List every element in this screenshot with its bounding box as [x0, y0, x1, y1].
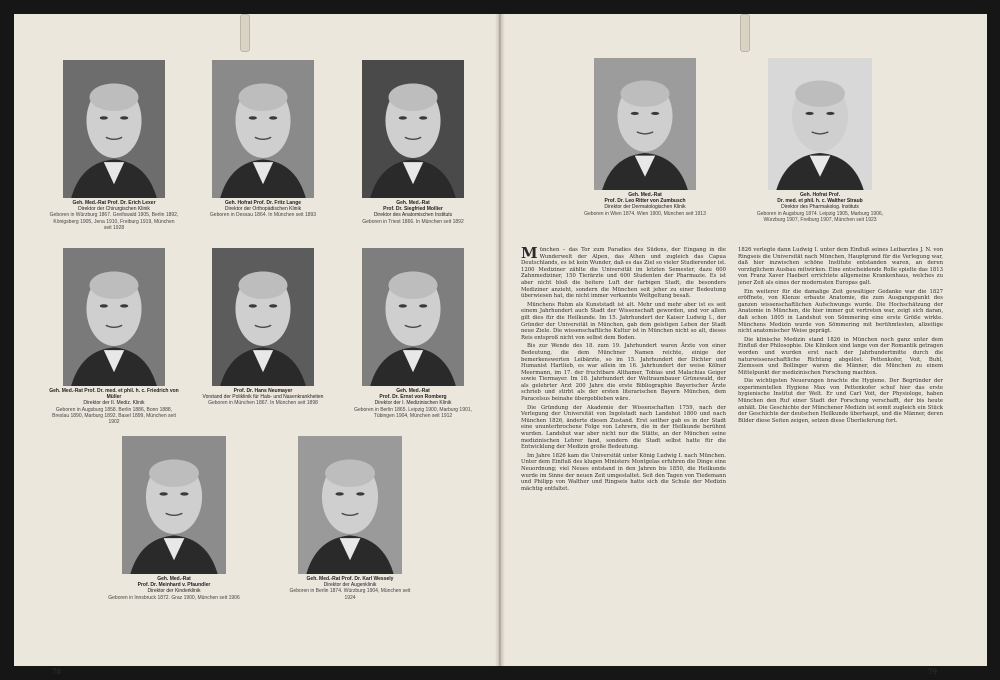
portrait-bio: Geboren in Wien 1874. Wien 1900, München seit 1913	[584, 210, 706, 217]
portrait-bio: Geboren in Innsbruck 1872. Graz 1900, München seit 1906	[108, 594, 240, 601]
portrait-bio: Geboren in Berlin 1865. Leipzig 1900, Marburg 1901, Tübingen 1904, München seit 1912	[354, 406, 472, 419]
portrait-neumayer	[202, 248, 324, 407]
portrait-role: Direktor der II. Mediz. Klinik	[83, 400, 145, 407]
portrait-photo	[212, 60, 314, 198]
portrait-role: Direktor der Orthopädischen Klinik	[224, 206, 302, 213]
portrait-role: Direktor des Anatomischen Instituts	[373, 212, 453, 219]
article-paragraph: Die wichtigsten Neuerungen brachte die Hygiene. Der Begründer der experimentellen Hygiene Max von Pettenkofer schuf hier das erste hygienische Institut der Welt. Er und Carl Voit, der Physiologe, haben München den Ruf einer Stadt der Forschung verschafft, der bis heute anhält. Die Geschichte der Münchener Medizin ist somit zugleich ein Stück der Geschichte der deutschen Heilkunde überhaupt, und die Männer, deren Bilder diese Seiten zeigen, setzen diese Überlieferung fort.	[738, 378, 943, 424]
portrait-title: Geh. Med.-Rat	[628, 192, 662, 198]
page-number-left: 78	[52, 668, 61, 676]
portrait-photo	[63, 248, 165, 386]
article-paragraph: Münchens Ruhm als Kunststadt ist alt. Mehr und mehr aber ist es seit einem Jahrhundert auch Stadt der Wissenschaft geworden, und vor allem gilt dies für die Heilkunde. Im 15. Jahrhundert der Kaiser Ludwig I., der Gründer der Universität in München, gab dem geistigen Leben der Stadt neue Ziele. Die wissenschaftliche Kultur ist in München nicht so alt, dieses Reis entsproß nicht von selbst dem Boden.	[521, 301, 726, 341]
article-paragraph: 1826 verlegte dann Ludwig I. unter dem Einfluß seines Leibarztes J. N. von Ringseis die Universität nach München, Hauptgrund für die Verlegung war, daß hier inzwischen schöne Institute entstanden waren, an deren vorzüglichem Ausbau mitwirken. Eine entscheidende Rolle spielte das 1813 von Franz Xaver Haeberl errichtete allgemeine Krankenhaus, welches zu jener Zeit als eines der modernsten Europas galt.	[738, 247, 943, 286]
portrait-photo	[362, 248, 464, 386]
portrait-caption	[49, 388, 179, 425]
binding-clip	[240, 14, 250, 52]
portrait-role: Direktor der Dermatologischen Klinik	[604, 204, 686, 211]
portrait-role: Direktor der Augenklinik	[323, 582, 377, 589]
portrait-bio: Geboren in Berlin 1874. Würzburg 1904, München seit 1924	[289, 588, 411, 601]
page-number-right: 79	[928, 668, 937, 676]
portrait-photo	[212, 248, 314, 386]
portrait-role: Direktor des Pharmakolog. Instituts	[781, 204, 859, 211]
drop-cap: M	[521, 247, 538, 262]
portrait-mueller	[49, 248, 179, 426]
portrait-title: Geh. Med.-Rat	[157, 576, 191, 582]
article-paragraph: Die klinische Medizin stand 1826 in München noch ganz unter dem Einfluß der Philosophie. Die Kliniken sind lange von der Romantik getragen worden und wurden erst nach der Jahrhundertmitte durch die naturwissenschaftliche Richtung abgelöst. Pettenkofer, Voit, Buhl, Ziemssen und Bollinger waren die Männer, die München zu einem Mittelpunkt der medizinischen Forschung machten.	[738, 336, 943, 376]
portrait-title: Geh. Hofrat Prof.	[799, 192, 840, 198]
portrait-bio: Geboren in Augsburg 1858. Berlin 1886, Bonn 1888, Breslau 1890, Marburg 1892, Basel 1899, München seit 1902	[52, 406, 176, 426]
portrait-title: Geh. Hofrat Prof. Dr. Fritz Lange	[224, 200, 302, 206]
portrait-role: Direktor der Kinderklinik	[147, 588, 201, 595]
portrait-photo	[768, 58, 872, 190]
portrait-straub	[756, 58, 884, 223]
portrait-caption	[348, 388, 478, 419]
binding-clip	[740, 14, 750, 52]
portrait-role: Direktor der I. Medizinischen Klinik	[374, 400, 452, 407]
article-column-2	[738, 247, 943, 637]
portrait-title: Geh. Med.-Rat Prof. Dr. Erich Lexer	[72, 200, 156, 206]
portrait-zumbusch	[584, 58, 706, 217]
portrait-photo	[122, 436, 226, 574]
portrait-caption	[580, 192, 710, 217]
portrait-photo	[362, 60, 464, 198]
portrait-bio: Geboren in München 1867. In München seit 1898	[208, 400, 318, 407]
portrait-name: Prof. Dr. Siegfried Mollier	[383, 206, 443, 213]
portrait-caption	[49, 200, 179, 231]
portrait-name: Prof. Dr. Ernst von Romberg	[379, 394, 447, 401]
portrait-caption	[198, 388, 328, 407]
portrait-caption	[284, 576, 416, 601]
portrait-bio: Geboren in Würzburg 1867. Greifswald 1905, Berlin 1892, Königsberg 1905, Jena 1910, Freiburg 1919, München seit 1928	[49, 212, 179, 231]
portrait-mollier	[362, 60, 464, 225]
portrait-name: Prof. Dr. Meinhard v. Pfaundler	[137, 582, 211, 589]
portrait-caption	[348, 200, 478, 225]
article-paragraph: Bis zur Wende des 18. zum 19. Jahrhundert waren Ärzte von einer Bedeutung, die dem Münchner Namen reichte, einige der bemerkenswerten Leibärzte, so im 15. Jahrhundert der Dichter und Humanist Hartlieb, es war allein im 16. Jahrhundert der weise Kölner Meermann, im 17. der fruchtbare Althamer, Tobias und Malachias Geiger sowie Tiermayer. Im 18. Jahrhundert der Weltraumbauer Grünewald, der als gelehrter Arzt 200 Jahre die erste Bibliographie Bayerischer Ärzte schrieb und stirbt als der ersten literarischen Bayern München, dem Paracelsus beinahe übergeblieben wäre.	[521, 343, 726, 403]
portrait-bio: Geboren in Augsburg 1874. Leipzig 1905, Marburg 1906, Würzburg 1907, Freiburg 1907, München seit 1923	[756, 210, 884, 223]
portrait-romberg	[354, 248, 472, 419]
portrait-role: Vorstand der Poliklinik für Hals- und Nasenkrankheiten	[202, 394, 324, 401]
portrait-title: Geh. Med.-Rat	[396, 200, 430, 206]
article-paragraph	[521, 247, 726, 300]
portrait-photo	[63, 60, 165, 198]
portrait-caption	[108, 576, 240, 601]
portrait-title: Geh. Med.-Rat	[396, 388, 430, 394]
portrait-pfaundler	[108, 436, 240, 601]
portrait-title: Prof. Dr. Hans Neumayer	[233, 388, 293, 394]
portrait-bio: Geboren in Dessau 1864. In München seit 1893	[209, 212, 317, 219]
portrait-lexer	[49, 60, 179, 231]
article-paragraph: Die Gründung der Akademie der Wissenschaften 1759, nach der Verlegung der Universität von Ingolstadt nach Landshut 1800 und nach München 1826, änderte diesen Zustand. Erst seither gab es in der Stadt eine ununterbrochene Folge von Lehrern, die in der Heilkunde berühmt wurden. Landshut war aber nicht nur die Stätte, an der München seine medizinischen Lehrer fand, sondern die Stadt selbst hatte für die Entwicklung der Medizin große Bedeutung.	[521, 404, 726, 451]
portrait-wessely	[289, 436, 411, 601]
portrait-lange	[209, 60, 317, 219]
portrait-caption	[198, 200, 328, 219]
portrait-photo	[298, 436, 402, 574]
article-paragraph: Im Jahre 1826 kam die Universität unter König Ludwig I. nach München. Unter dem Einfluß des klugen Ministers Montgelas erfuhren die Dinge eine Neuordnung; viel Neues entstand in den Jahren bis 1850, die Heilkunde wurde im Sinne der neuen Zeit umgestaltet. Seit den Tagen von Tiedemann und Philipp von Walther und Ringseis hatte sich die Schule der Medizin mächtig entfaltet.	[521, 452, 726, 492]
portrait-title: Geh. Med.-Rat Prof. Dr. med. et phil. h. c. Friedrich von Müller	[49, 388, 179, 401]
portrait-caption	[754, 192, 886, 223]
article-text: ünchen – das Tor zum Paradies des Südens, der Eingang in die Wunderwelt der Alpen, das Athen und zugleich das Capua Deutschlands, es ist kein Wunder, daß es das Ziel so vieler Studierender ist. 1200 Mediziner zählte die Universität im letzten Semester, dazu 600 Zahnmediziner, 150 Tierärzte und 600 Studenten der Pharmazie. Es ist aber nicht bloß die heitere Luft der farbigen Stadt, die besonders Mediziner anzieht, sondern die München seit jeher zu einer Bedeutung überwiesen hat, die nicht immer verkannte Weltgeltung besaß.	[521, 247, 726, 300]
page-gutter	[495, 14, 505, 666]
portrait-photo	[594, 58, 696, 190]
article-paragraph: Ein weiterer für die damalige Zeit gewaltiger Gedanke war die 1827 eröffnete, von Klenze erbaute Anatomie, die zum Ausgangspunkt des ganzen wissenschaftlichen Aufschwungs wurde. Die Hochschätzung der Anatomie in München, die hier immer gut vertreten war, zeigt sich daran, daß schon 1805 in Landshut von Sömmering eine erste Größe wirkte. Münchens Medizin wurde von Sömmering mit berühmtesten, allzeitige nicht anatomischer Weise geprägt.	[738, 288, 943, 335]
article-column-1	[521, 247, 726, 637]
portrait-role: Direktor der Chirurgischen Klinik	[78, 206, 150, 213]
portrait-title: Geh. Med.-Rat Prof. Dr. Karl Wessely	[306, 576, 394, 582]
portrait-name: Prof. Dr. Leo Ritter von Zumbusch	[604, 198, 686, 205]
portrait-bio: Geboren in Triest 1866. In München seit 1892	[362, 218, 464, 225]
portrait-name: Dr. med. et phil. h. c. Walther Straub	[777, 198, 863, 205]
